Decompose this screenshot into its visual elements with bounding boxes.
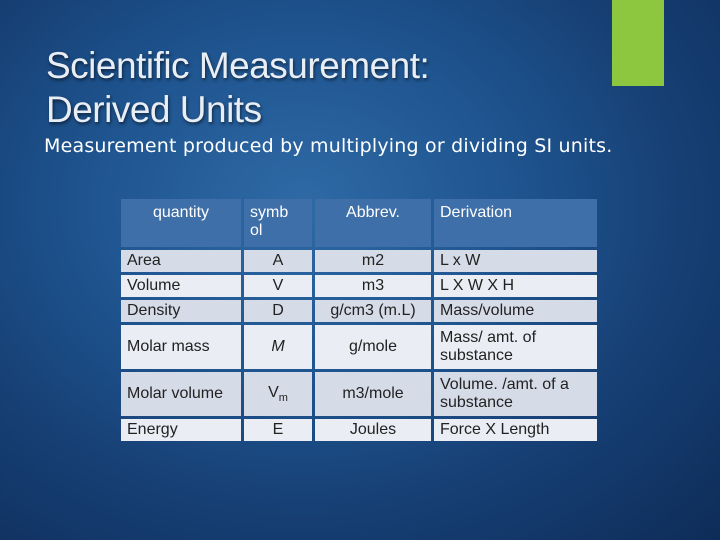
table-row: [121, 419, 597, 441]
header-quantity: quantity: [121, 199, 241, 247]
table-row: [121, 372, 597, 416]
cell-symbol: M: [244, 325, 312, 369]
cell-quantity: Volume: [121, 275, 241, 297]
accent-bar: [612, 0, 664, 86]
table-header-row: [121, 199, 597, 247]
cell-symbol: E: [244, 419, 312, 441]
header-symbol-line-1: symb: [250, 204, 289, 221]
cell-abbrev: Joules: [315, 419, 431, 441]
header-abbrev: Abbrev.: [315, 199, 431, 247]
table-row: [121, 250, 597, 272]
cell-derivation: L X W X H: [434, 275, 597, 297]
cell-symbol: D: [244, 300, 312, 322]
cell-quantity: Density: [121, 300, 241, 322]
cell-symbol-subscript: m: [278, 392, 288, 405]
cell-abbrev: m2: [315, 250, 431, 272]
cell-symbol-main: V: [268, 383, 279, 401]
cell-derivation: L x W: [434, 250, 597, 272]
cell-quantity: Area: [121, 250, 241, 272]
header-symbol-line-2: ol: [250, 222, 263, 239]
cell-abbrev: m3/mole: [315, 372, 431, 416]
cell-symbol: [244, 372, 312, 416]
header-symbol: [244, 199, 312, 247]
cell-quantity: Energy: [121, 419, 241, 441]
cell-derivation: Volume. /amt. of a substance: [434, 372, 597, 416]
cell-symbol: V: [244, 275, 312, 297]
slide-title-line-2: Derived Units: [46, 89, 262, 130]
cell-quantity: Molar mass: [121, 325, 241, 369]
header-derivation: Derivation: [434, 199, 597, 247]
cell-derivation: Mass/volume: [434, 300, 597, 322]
table-row: [121, 325, 597, 369]
slide-title-line-1: Scientific Measurement:: [46, 45, 430, 86]
cell-abbrev: g/mole: [315, 325, 431, 369]
slide-subtitle: Measurement produced by multiplying or dividing SI units.: [44, 135, 613, 157]
cell-derivation: Mass/ amt. of substance: [434, 325, 597, 369]
table-row: [121, 300, 597, 322]
slide-title: [46, 44, 606, 132]
cell-abbrev: g/cm3 (m.L): [315, 300, 431, 322]
cell-quantity: Molar volume: [121, 372, 241, 416]
table-row: [121, 275, 597, 297]
cell-symbol: A: [244, 250, 312, 272]
cell-derivation: Force X Length: [434, 419, 597, 441]
derived-units-table: [118, 196, 600, 444]
cell-abbrev: m3: [315, 275, 431, 297]
